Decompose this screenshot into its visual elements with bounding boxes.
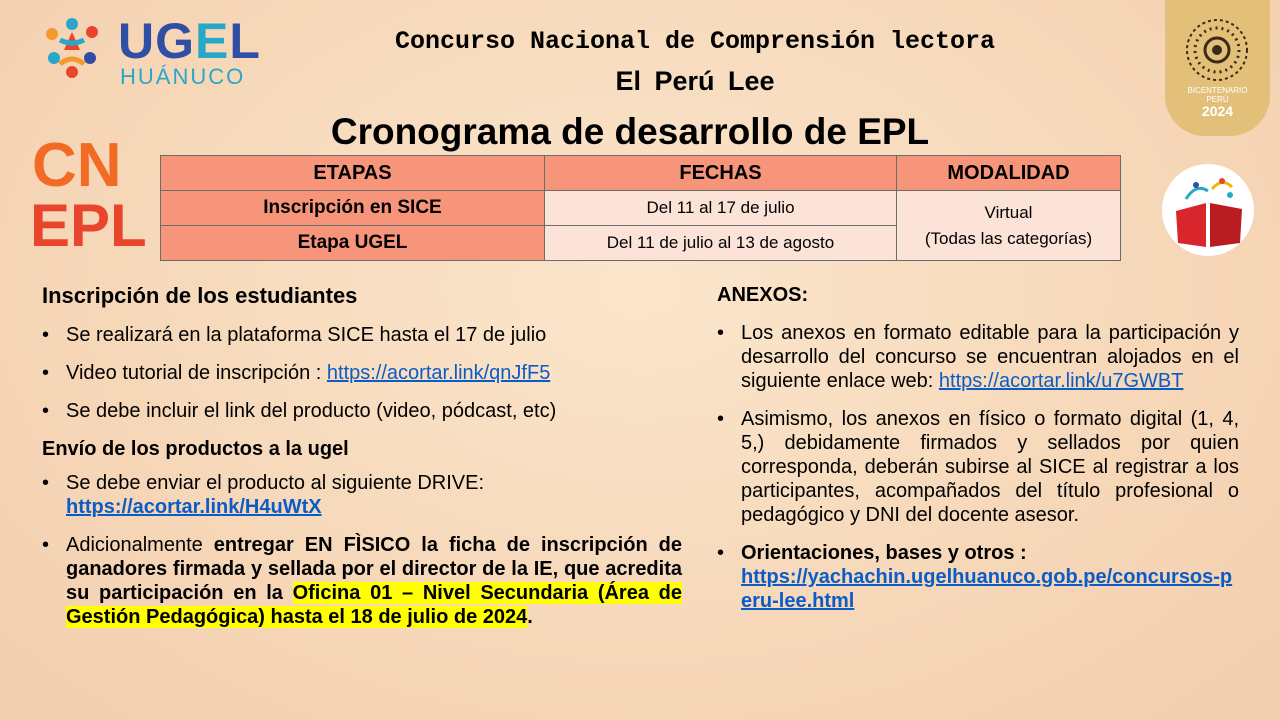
list-item: [717, 541, 1239, 613]
bullet-bold-text: Orientaciones, bases y otros :: [741, 542, 1027, 564]
schedule-table: [160, 155, 1121, 261]
bullet-text: Se realizará en la plataforma SICE hasta el 17 de julio: [66, 324, 547, 346]
ugel-logo-icon: [34, 10, 124, 90]
cnepl-logo-icon: [28, 128, 152, 252]
header-fechas: FECHAS: [545, 156, 897, 191]
svg-text:EPL: EPL: [30, 192, 147, 252]
modalidad-cell: [897, 191, 1121, 261]
list-item: [42, 533, 682, 629]
logo-huanuco-text: HUÁNUCO: [120, 64, 246, 89]
registration-heading: Inscripción de los estudiantes: [42, 283, 358, 308]
list-item: [42, 361, 682, 385]
header-etapas: ETAPAS: [161, 156, 545, 191]
left-column: [42, 283, 682, 643]
table-row: [161, 191, 1121, 226]
badge-line1: BICENTENARIO: [1187, 86, 1248, 95]
annexes-link[interactable]: https://acortar.link/u7GWBT: [938, 370, 1184, 392]
etapa-cell: Etapa UGEL: [161, 226, 545, 261]
bicentenario-emblem-icon: [1165, 0, 1270, 90]
bullet-end: .: [527, 606, 533, 628]
bullet-bold-text: entregar EN FÌSICO la ficha de inscripción de ganadores firmada y sellada por el director de la IE, que acredita su participación en la: [66, 534, 683, 604]
bullet-text: Video tutorial de inscripción :: [66, 362, 327, 384]
video-tutorial-link[interactable]: https://acortar.link/qnJfF5: [326, 362, 551, 384]
logo-ugel-text: UGEL: [118, 13, 261, 69]
list-item: [717, 407, 1239, 527]
list-item: [42, 399, 682, 423]
svg-text:CN: CN: [32, 131, 122, 200]
bullet-text: Se debe incluir el link del producto (video, pódcast, etc): [66, 400, 557, 422]
badge-year: 2024: [1201, 103, 1234, 119]
schedule-title: Cronograma de desarrollo de EPL: [330, 111, 930, 152]
fecha-cell: Del 11 de julio al 13 de agosto: [545, 226, 897, 261]
contest-name: El Perú Lee: [615, 66, 775, 96]
right-column: [717, 283, 1239, 627]
guidelines-link[interactable]: https://yachachin.ugelhuanuco.gob.pe/concursos-peru-lee.html: [741, 566, 1233, 612]
list-item: [42, 323, 682, 347]
contest-title: Concurso Nacional de Comprensión lectora: [394, 27, 996, 56]
fecha-cell: Del 11 al 17 de julio: [545, 191, 897, 226]
modalidad-line1: Virtual: [984, 202, 1033, 222]
drive-link[interactable]: https://acortar.link/H4uWtX: [66, 496, 322, 518]
bullet-text: Asimismo, los anexos en físico o formato digital (1, 4, 5,) debidamente firmados y sellados por quien corresponda, deberán subirse al SICE al registrar a los participantes, acompañados del título profesional o pedagógico y DNI del docente asesor.: [741, 408, 1239, 526]
table-header-row: [161, 156, 1121, 191]
submission-heading: Envío de los productos a la ugel: [42, 438, 349, 460]
list-item: [42, 471, 682, 519]
badge-line2: PERÚ: [1206, 95, 1229, 104]
book-icon: [1156, 163, 1260, 257]
header-modalidad: MODALIDAD: [897, 156, 1121, 191]
modalidad-line2: (Todas las categorías): [924, 228, 1093, 248]
etapa-cell: Inscripción en SICE: [161, 191, 545, 226]
bullet-text: Los anexos en formato editable para la participación y desarrollo del concurso se encuentran alojados en el siguiente enlace web:: [741, 322, 1239, 392]
bullet-text: Se debe enviar el producto al siguiente DRIVE:: [66, 472, 485, 494]
highlighted-office-text: Oficina 01 – Nivel Secundaria (Área de Gestión Pedagógica) hasta el 18 de julio de 2024: [66, 582, 682, 628]
bullet-text: Adicionalmente: [66, 534, 214, 556]
list-item: [717, 321, 1239, 393]
annexes-heading: ANEXOS:: [717, 284, 809, 306]
